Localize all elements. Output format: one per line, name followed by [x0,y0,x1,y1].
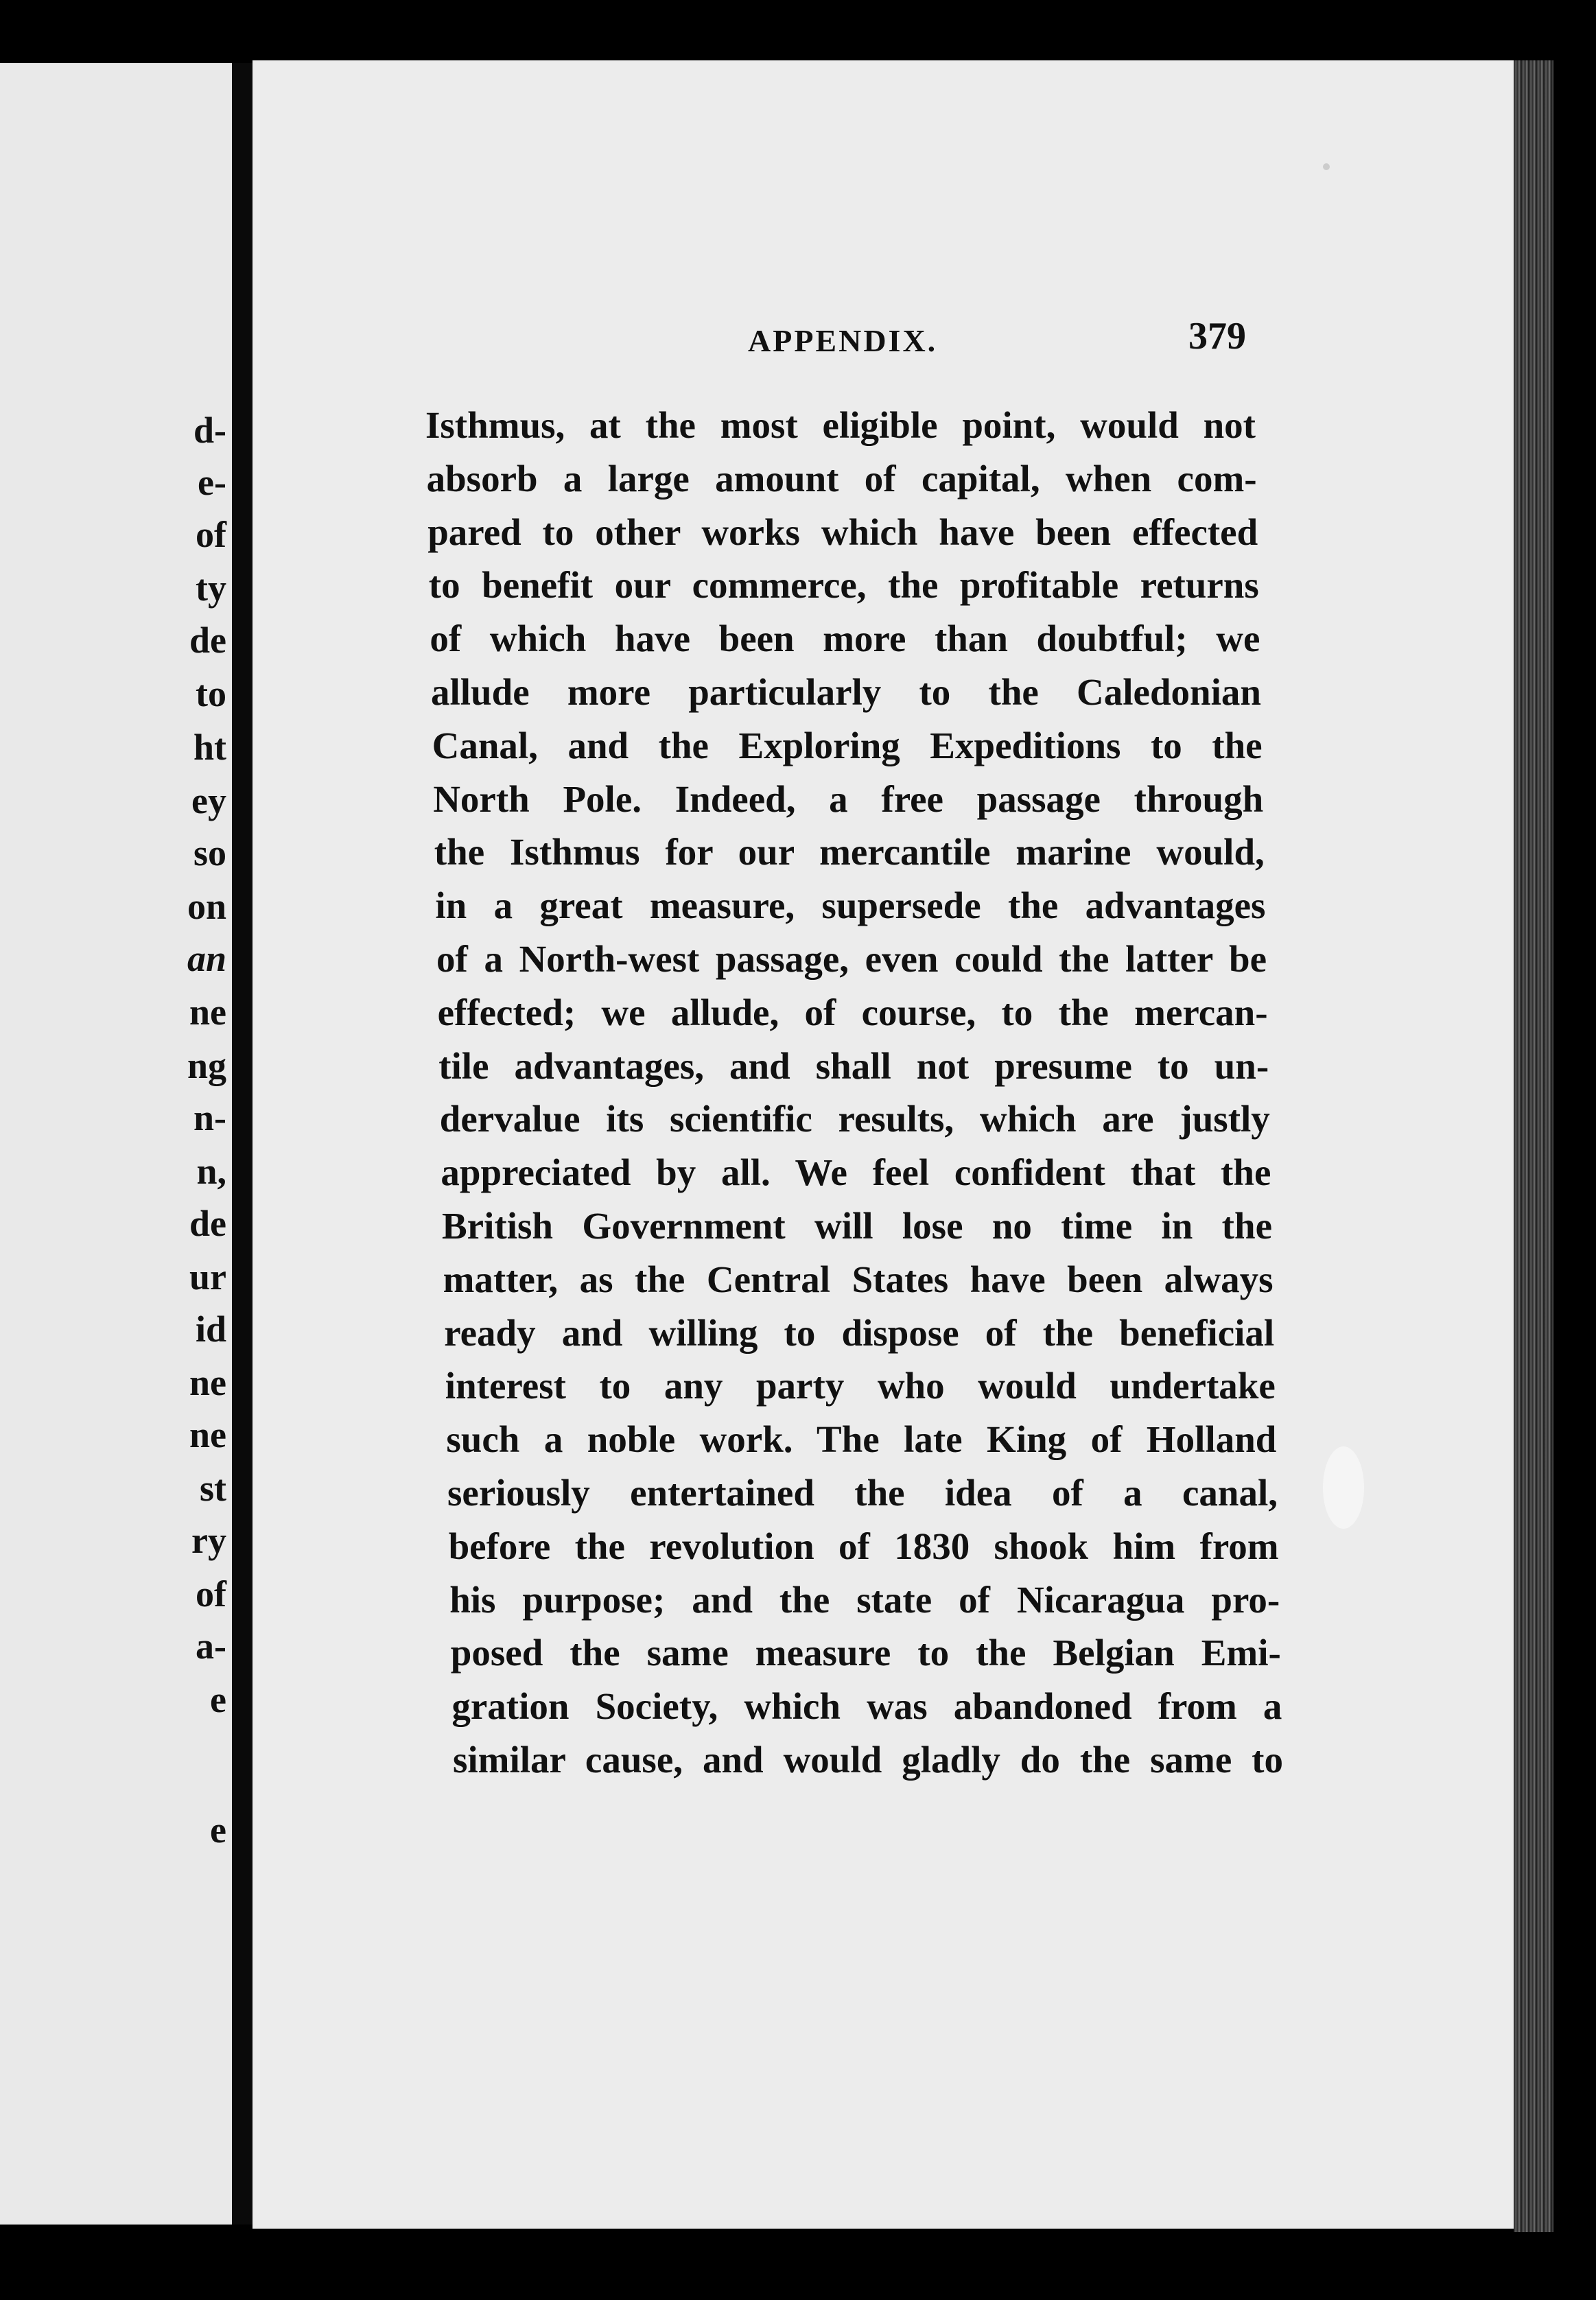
left-page-text-fragment: on [187,886,226,927]
left-page-text-fragment: so [193,832,226,873]
left-page-text-fragment: de [189,1203,226,1244]
text-line: to benefit our commerce, the profitable returns [428,564,1259,607]
text-line: dervalue its scientific results, which are justly [439,1098,1270,1140]
text-line: the Isthmus for our mercantile marine would, [434,831,1265,873]
text-line: matter, as the Central States have been always [443,1258,1274,1300]
left-page-text-fragment: d- [193,410,226,451]
left-page-text-fragment: ne [189,991,226,1033]
paper-speck [1323,163,1330,170]
page-edge [1514,60,1553,2232]
left-page-fragment [0,63,232,2225]
text-line: his purpose; and the state of Nicaragua pro- [449,1578,1280,1621]
left-page-text-fragment: of [196,514,226,555]
text-line: North Pole. Indeed, a free passage through [433,777,1264,820]
left-page-text-fragment: st [200,1468,226,1509]
text-line: absorb a large amount of capital, when com- [426,457,1257,500]
left-page-text-fragment: ne [189,1362,226,1403]
text-line: such a noble work. The late King of Holland [446,1418,1277,1461]
text-line: similar cause, and would gladly do the same to [453,1739,1283,1781]
left-page-text-fragment: ty [196,567,226,609]
text-line: before the revolution of 1830 shook him from [448,1525,1279,1567]
left-page-text-fragment: id [195,1309,226,1350]
left-page-text-fragment: to [196,673,226,714]
text-line: pared to other works which have been effected [427,511,1258,553]
left-page-text-fragment: an [187,938,226,979]
left-page-text-fragment: ur [189,1256,226,1298]
text-line: posed the same measure to the Belgian Emi- [450,1632,1281,1674]
text-line: Isthmus, at the most eligible point, would not [425,404,1256,446]
text-line: of which have been more than doubtful; we [430,618,1260,660]
running-head: APPENDIX. [748,323,938,358]
text-line: gration Society, which was abandoned from a [451,1685,1282,1728]
right-page [253,60,1514,2229]
left-page-text-fragment: ht [193,727,226,768]
book-gutter [232,63,253,2225]
text-line: in a great measure, supersede the advantages [435,884,1266,927]
left-page-text-fragment: n- [193,1097,226,1138]
paper-speck [1323,1446,1364,1529]
text-line: ready and willing to dispose of the beneficial [444,1311,1275,1354]
text-line: allude more particularly to the Caledonian [431,671,1261,713]
left-page-text-fragment: ng [187,1045,226,1086]
left-page-text-fragment: e [210,1809,226,1851]
left-page-text-fragment: e- [198,462,226,503]
text-line: effected; we allude, of course, to the mercan- [437,991,1268,1033]
left-page-text-fragment: e [210,1679,226,1720]
text-line: tile advantages, and shall not presume to un- [438,1044,1269,1087]
left-page-text-fragment: a- [196,1626,226,1667]
page-number: 379 [1188,315,1246,357]
left-page-text-fragment: of [196,1573,226,1615]
text-line: seriously entertained the idea of a canal, [447,1472,1278,1514]
text-line: interest to any party who would undertake [445,1365,1276,1407]
left-page-text-fragment: ry [191,1520,226,1561]
text-line: British Government will lose no time in the [442,1205,1272,1247]
left-page-text-fragment: ne [189,1414,226,1455]
left-page-text-fragment: n, [196,1151,226,1192]
text-line: appreciated by all. We feel confident that the [441,1151,1271,1194]
left-page-text-fragment: ey [191,780,226,821]
text-line: Canal, and the Exploring Expeditions to the [432,724,1263,766]
left-page-text-fragment: de [189,620,226,661]
text-line: of a North-west passage, even could the latter be [436,938,1267,980]
